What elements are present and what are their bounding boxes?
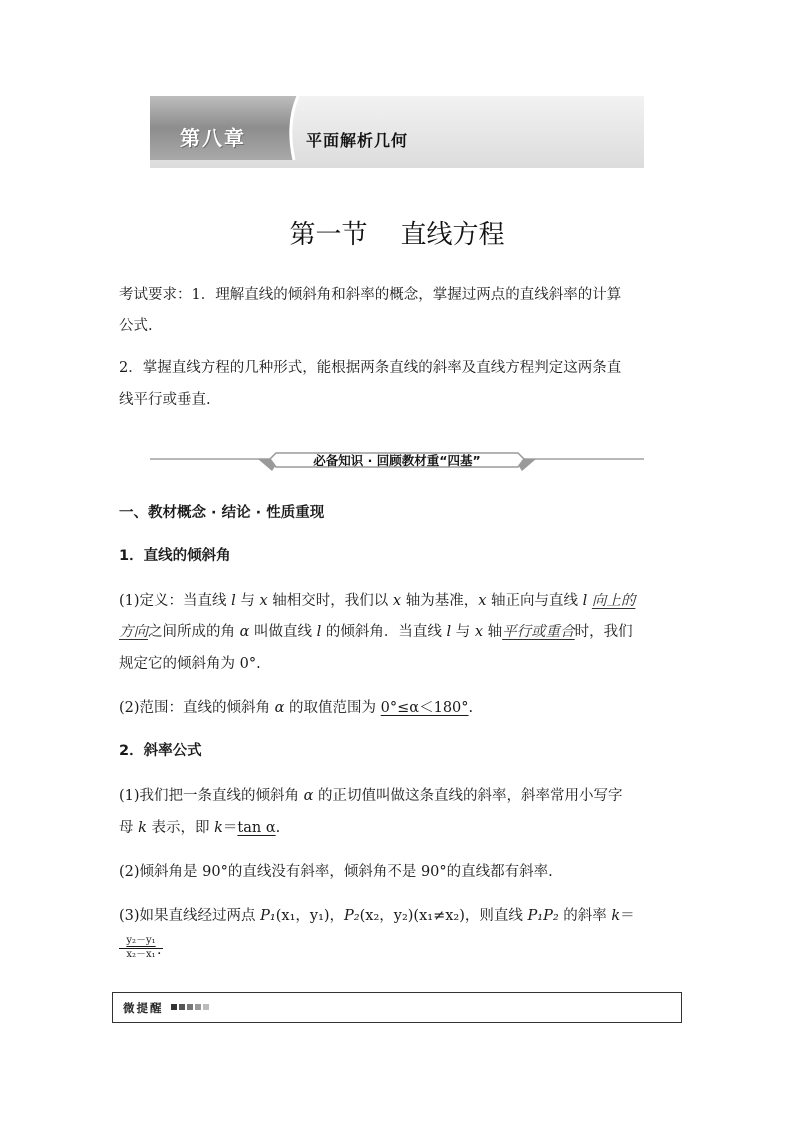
text-segment: 轴正向与直线 xyxy=(486,593,583,609)
var-alpha: α xyxy=(239,624,250,640)
chapter-label: 第八章 xyxy=(180,126,246,150)
fill-blank: 平行或重合 xyxy=(502,624,575,640)
item1-definition-line-1 xyxy=(119,591,635,611)
text-segment: (x₁，y₁)， xyxy=(275,908,345,924)
text-segment: (3)如果直线经过两点 xyxy=(119,908,261,924)
var-p1p2: P₁P₂ xyxy=(527,908,559,924)
tip-squares-decoration xyxy=(171,1004,209,1010)
var-l: l xyxy=(316,624,322,640)
text-segment: 的取值范围为 xyxy=(284,700,381,716)
section-divider xyxy=(150,449,644,473)
item1-definition-line-3: 规定它的倾斜角为 0°. xyxy=(119,656,261,672)
text-segment: 时，我们 xyxy=(574,624,633,640)
var-l: l xyxy=(231,593,236,609)
text-segment: . xyxy=(468,700,474,716)
chapter-title: 平面解析几何 xyxy=(306,131,409,150)
item1-definition-line-2 xyxy=(119,622,633,642)
fill-blank: tan α xyxy=(237,820,276,836)
square-icon xyxy=(179,1004,185,1010)
text-segment: 之间所成的角 xyxy=(148,624,240,640)
divider-label: 必备知识 · 回顾教材重“四基” xyxy=(313,453,481,468)
tip-label: 微提醒 xyxy=(123,1001,164,1015)
exam-requirements-line-1: 考试要求：1．理解直线的倾斜角和斜率的概念，掌握过两点的直线斜率的计算 xyxy=(119,287,622,303)
text-segment: 的倾斜角．当直线 xyxy=(321,624,447,640)
item2-p1-line-1 xyxy=(119,786,623,806)
item2-p1-line-2 xyxy=(119,818,280,838)
part1-heading: 一、教材概念 · 结论 · 性质重现 xyxy=(119,505,325,521)
chapter-banner xyxy=(150,96,644,168)
var-k: k xyxy=(214,820,223,836)
text-segment: ＝ xyxy=(620,908,635,924)
fill-blank: 方向 xyxy=(119,624,148,640)
fill-blank: 0°≤α＜180° xyxy=(380,700,469,716)
text-segment: ＝ xyxy=(222,820,238,836)
item2-p2: (2)倾斜角是 90°的直线没有斜率，倾斜角不是 90°的直线都有斜率. xyxy=(119,864,553,880)
text-segment: (2)范围：直线的倾斜角 xyxy=(119,700,275,716)
var-l: l xyxy=(446,624,452,640)
text-segment: 叫做直线 xyxy=(249,624,317,640)
text-segment: 轴为基准， xyxy=(401,593,479,609)
var-x: x xyxy=(474,624,484,640)
text-segment: 轴 xyxy=(483,624,503,640)
exam-requirements-line-2: 公式. xyxy=(119,318,153,334)
text-segment: (1)我们把一条直线的倾斜角 xyxy=(119,788,304,804)
text-segment: 与 xyxy=(235,593,260,609)
var-p2: P₂ xyxy=(344,908,360,924)
text-segment: (1)定义：当直线 xyxy=(119,593,232,609)
square-icon xyxy=(195,1004,201,1010)
var-k: k xyxy=(611,908,621,924)
exam-requirements-line-4: 线平行或垂直. xyxy=(119,392,211,408)
item1-range xyxy=(119,698,473,718)
fraction-denominator: x₂－x₁ xyxy=(126,949,156,960)
text-segment: 的正切值叫做这条直线的斜率，斜率常用小写字 xyxy=(313,788,623,804)
text-segment: 的斜率 xyxy=(558,908,612,924)
section-title: 第一节 直线方程 xyxy=(289,220,505,250)
item1-heading: 1．直线的倾斜角 xyxy=(119,548,231,564)
var-x: x xyxy=(478,593,487,609)
var-x: x xyxy=(259,593,268,609)
var-alpha: α xyxy=(303,788,314,804)
text-segment: 轴相交时，我们以 xyxy=(267,593,393,609)
text-segment: 表示，即 xyxy=(146,820,215,836)
fraction-period: . xyxy=(157,942,162,958)
square-icon xyxy=(187,1004,193,1010)
text-segment: 母 xyxy=(119,820,139,836)
square-icon xyxy=(171,1004,177,1010)
square-icon xyxy=(203,1004,209,1010)
var-alpha: α xyxy=(274,700,285,716)
text-segment: 与 xyxy=(451,624,475,640)
fill-blank: 向上的 xyxy=(591,593,636,609)
item2-p3-line-1 xyxy=(119,906,635,926)
tip-box xyxy=(112,992,682,1023)
var-k: k xyxy=(138,820,147,836)
text-segment: . xyxy=(275,820,281,836)
var-x: x xyxy=(392,593,402,609)
item2-heading: 2．斜率公式 xyxy=(119,743,202,759)
text-segment: (x₂，y₂)(x₁≠x₂)，则直线 xyxy=(359,908,528,924)
var-p1: P₁ xyxy=(260,908,276,924)
var-l: l xyxy=(582,593,588,609)
fraction-numerator: y₂－y₁ xyxy=(119,935,163,949)
exam-requirements-line-3: 2．掌握直线方程的几种形式，能根据两条直线的斜率及直线方程判定这两条直 xyxy=(119,360,622,376)
